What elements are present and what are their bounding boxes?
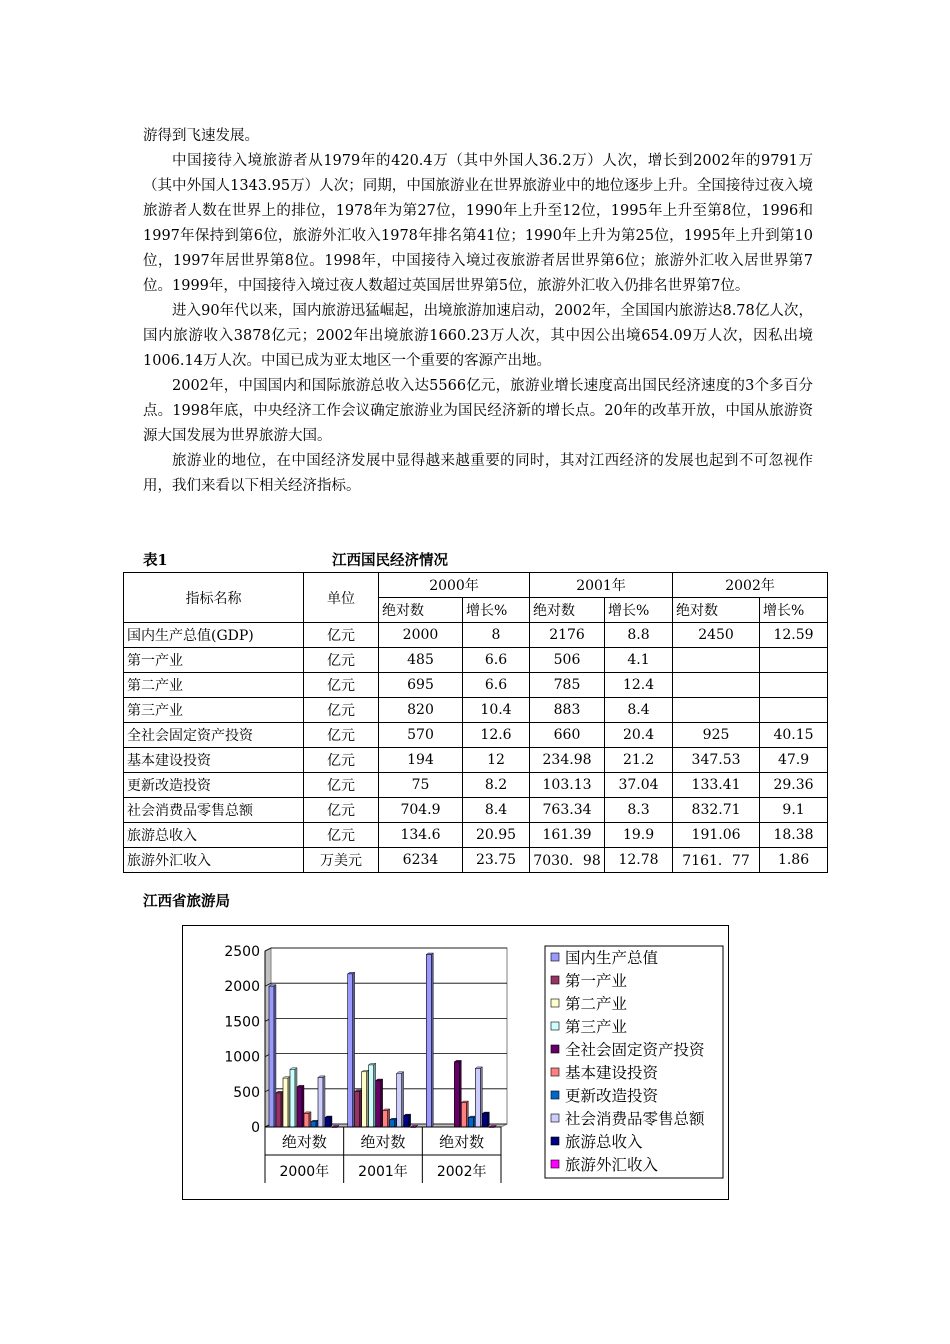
paragraph-2: 中国接待入境旅游者从1979年的420.4万（其中外国人36.2万）人次，增长到2002年的9791万（其中外国人1343.95万）人次；同期，中国旅游业在世界旅游业中的地位逐步上升。全国接待过夜入境旅游者人数在世界上的排位，1978年为第27位，1990年上升至12位，1995年上升至第8位，1996和1997年保持到第6位，旅游外汇收入1978年排名第41位；1990年上升为第25位，1995年上升到第10位，1997年居世界第8位。1998年，中国接待入境过夜旅游者居世界第6位；旅游外汇收入居世界第7位。1999年，中国接待入境过夜人数超过英国居世界第5位，旅游外汇收入仍排名世界第7位。	[143, 153, 813, 294]
table-row	[124, 748, 828, 773]
cell-absolute: 883	[530, 698, 605, 723]
cell-indicator-name: 基本建设投资	[124, 748, 304, 773]
cell-growth: 12.4	[605, 673, 673, 698]
cell-growth: 40.15	[760, 723, 828, 748]
bar	[269, 986, 274, 1127]
bar	[454, 1062, 459, 1127]
cell-absolute: 820	[379, 698, 463, 723]
bar-side	[409, 1114, 411, 1127]
bar	[311, 1122, 316, 1127]
x-category-label: 2002年	[436, 1164, 487, 1180]
legend-label: 第二产业	[565, 995, 628, 1013]
legend-swatch	[551, 999, 559, 1007]
header-name: 指标名称	[124, 573, 304, 623]
cell-absolute: 133.41	[673, 773, 760, 798]
cell-growth: 8.3	[605, 798, 673, 823]
cell-absolute: 695	[379, 673, 463, 698]
bar	[376, 1081, 381, 1127]
cell-absolute	[673, 698, 760, 723]
cell-absolute: 191.06	[673, 823, 760, 848]
legend-swatch	[551, 1022, 559, 1030]
x-category-label: 2001年	[358, 1164, 408, 1180]
cell-indicator-name: 更新改造投资	[124, 773, 304, 798]
bar	[390, 1120, 395, 1127]
chart-frame	[182, 925, 729, 1200]
cell-unit: 万美元	[304, 848, 379, 873]
header-year-2001: 2001年	[530, 573, 673, 598]
cell-growth: 47.9	[760, 748, 828, 773]
table-row	[124, 773, 828, 798]
bar-side	[431, 953, 433, 1127]
cell-absolute: 7030．98	[530, 848, 605, 873]
cell-indicator-name: 国内生产总值(GDP)	[124, 623, 304, 648]
cell-unit: 亿元	[304, 648, 379, 673]
legend-label: 社会消费品零售总额	[565, 1110, 705, 1128]
cell-growth: 12.78	[605, 848, 673, 873]
bar	[355, 1091, 360, 1127]
cell-absolute: 506	[530, 648, 605, 673]
cell-unit: 亿元	[304, 673, 379, 698]
paragraph-3: 进入90年代以来，国内旅游迅猛崛起，出境旅游加速启动，2002年，全国国内旅游达8.78亿人次，国内旅游收入3878亿元；2002年出境旅游1660.23万人次，其中因公出境654.09万人次，因私出境1006.14万人次。中国已成为亚太地区一个重要的客源产出地。	[143, 303, 813, 369]
y-tick-label: 500	[233, 1084, 260, 1101]
cell-unit: 亿元	[304, 723, 379, 748]
cell-indicator-name: 全社会固定资产投资	[124, 723, 304, 748]
cell-growth: 8.8	[605, 623, 673, 648]
x-sub-label: 绝对数	[281, 1133, 327, 1151]
header-year-2002: 2002年	[673, 573, 828, 598]
legend-swatch	[551, 976, 559, 984]
x-sub-label: 绝对数	[439, 1133, 485, 1151]
bar	[283, 1078, 288, 1127]
cell-absolute: 2176	[530, 623, 605, 648]
bar	[362, 1072, 367, 1127]
bar	[397, 1073, 402, 1127]
cell-growth: 6.6	[463, 648, 530, 673]
cell-indicator-name: 第一产业	[124, 648, 304, 673]
cell-absolute: 785	[530, 673, 605, 698]
cell-growth: 18.38	[760, 823, 828, 848]
table-row	[124, 648, 828, 673]
cell-growth: 12	[463, 748, 530, 773]
cell-indicator-name: 旅游总收入	[124, 823, 304, 848]
legend-label: 更新改造投资	[565, 1087, 659, 1105]
cell-absolute: 194	[379, 748, 463, 773]
legend-swatch	[551, 1114, 559, 1122]
cell-absolute: 103.13	[530, 773, 605, 798]
cell-growth	[760, 698, 828, 723]
subheader-growth: 增长%	[463, 598, 530, 623]
cell-growth: 29.36	[760, 773, 828, 798]
economy-table	[123, 572, 828, 873]
header-year-2000: 2000年	[379, 573, 530, 598]
legend-label: 第三产业	[565, 1018, 628, 1036]
cell-absolute: 925	[673, 723, 760, 748]
bar	[475, 1068, 480, 1127]
table-row	[124, 723, 828, 748]
cell-absolute: 704.9	[379, 798, 463, 823]
paragraph-4: 2002年，中国国内和国际旅游总收入达5566亿元，旅游业增长速度高出国民经济速度的3个多百分点。1998年底，中央经济工作会议确定旅游业为国民经济新的增长点。20年的改革开放，中国从旅游资源大国发展为世界旅游大国。	[143, 378, 813, 444]
table-row	[124, 848, 828, 873]
cell-absolute: 660	[530, 723, 605, 748]
cell-unit: 亿元	[304, 798, 379, 823]
cell-unit: 亿元	[304, 748, 379, 773]
subheader-growth: 增长%	[760, 598, 828, 623]
subheader-growth: 增长%	[605, 598, 673, 623]
cell-growth: 20.4	[605, 723, 673, 748]
cell-absolute: 347.53	[673, 748, 760, 773]
chart-back-wall	[271, 948, 507, 1124]
bar	[468, 1118, 473, 1127]
cell-absolute: 485	[379, 648, 463, 673]
cell-growth	[760, 673, 828, 698]
bar	[290, 1069, 295, 1127]
cell-indicator-name: 旅游外汇收入	[124, 848, 304, 873]
cell-growth: 10.4	[463, 698, 530, 723]
cell-growth: 20.95	[463, 823, 530, 848]
cell-growth: 8.4	[463, 798, 530, 823]
cell-growth: 19.9	[605, 823, 673, 848]
cell-absolute: 832.71	[673, 798, 760, 823]
cell-absolute: 2450	[673, 623, 760, 648]
bar	[426, 955, 431, 1127]
x-category-label: 2000年	[279, 1164, 330, 1180]
y-tick-label: 1500	[224, 1014, 260, 1031]
subheader-absolute: 绝对数	[673, 598, 760, 623]
table-source: 江西省旅游局	[143, 893, 230, 910]
cell-indicator-name: 第二产业	[124, 673, 304, 698]
cell-absolute	[673, 648, 760, 673]
table-row	[124, 798, 828, 823]
table-row	[124, 623, 828, 648]
legend-label: 国内生产总值	[565, 949, 659, 967]
bar	[404, 1116, 409, 1127]
cell-growth: 8.2	[463, 773, 530, 798]
cell-growth: 8	[463, 623, 530, 648]
cell-indicator-name: 社会消费品零售总额	[124, 798, 304, 823]
cell-growth: 8.4	[605, 698, 673, 723]
table-header-row	[124, 573, 828, 598]
cell-absolute: 75	[379, 773, 463, 798]
cell-growth: 9.1	[760, 798, 828, 823]
cell-growth: 1.86	[760, 848, 828, 873]
cell-absolute: 570	[379, 723, 463, 748]
bar	[297, 1087, 302, 1127]
bar	[276, 1093, 281, 1127]
legend-swatch	[551, 1160, 559, 1168]
cell-absolute: 6234	[379, 848, 463, 873]
cell-absolute: 161.39	[530, 823, 605, 848]
cell-growth: 23.75	[463, 848, 530, 873]
cell-absolute: 763.34	[530, 798, 605, 823]
legend-label: 旅游外汇收入	[565, 1156, 659, 1174]
bar	[383, 1110, 388, 1127]
cell-indicator-name: 第三产业	[124, 698, 304, 723]
cell-unit: 亿元	[304, 773, 379, 798]
cell-growth: 4.1	[605, 648, 673, 673]
bar	[482, 1114, 487, 1127]
legend-swatch	[551, 1045, 559, 1053]
body-text	[143, 124, 813, 499]
legend-label: 全社会固定资产投资	[565, 1041, 705, 1059]
bar-chart	[183, 926, 728, 1199]
cell-growth	[760, 648, 828, 673]
bar-side	[330, 1116, 332, 1127]
cell-absolute: 134.6	[379, 823, 463, 848]
table-row	[124, 673, 828, 698]
table-body	[124, 623, 828, 873]
cell-absolute: 234.98	[530, 748, 605, 773]
bar	[304, 1113, 309, 1127]
cell-growth: 6.6	[463, 673, 530, 698]
y-tick-label: 2000	[224, 979, 260, 996]
y-tick-label: 2500	[224, 944, 260, 960]
cell-absolute	[673, 673, 760, 698]
legend-swatch	[551, 953, 559, 961]
legend-label: 旅游总收入	[565, 1133, 643, 1151]
legend-swatch	[551, 1068, 559, 1076]
y-tick-label: 1000	[224, 1049, 260, 1066]
subheader-absolute: 绝对数	[530, 598, 605, 623]
cell-absolute: 7161．77	[673, 848, 760, 873]
paragraph-1: 游得到飞速发展。	[143, 128, 259, 144]
bar-side	[487, 1112, 489, 1127]
cell-absolute: 2000	[379, 623, 463, 648]
cell-unit: 亿元	[304, 698, 379, 723]
cell-growth: 12.59	[760, 623, 828, 648]
bar	[461, 1103, 466, 1127]
cell-unit: 亿元	[304, 823, 379, 848]
legend-label: 基本建设投资	[565, 1064, 659, 1082]
bar	[318, 1077, 323, 1127]
cell-growth: 12.6	[463, 723, 530, 748]
paragraph-5: 旅游业的地位，在中国经济发展中显得越来越重要的同时，其对江西经济的发展也起到不可忽视作用，我们来看以下相关经济指标。	[143, 453, 813, 494]
cell-growth: 37.04	[605, 773, 673, 798]
header-unit: 单位	[304, 573, 379, 623]
table-title: 江西国民经济情况	[332, 552, 448, 569]
table-row	[124, 698, 828, 723]
legend-label: 第一产业	[565, 972, 628, 990]
table-number: 表1	[143, 552, 168, 569]
bar	[348, 974, 353, 1127]
cell-growth: 21.2	[605, 748, 673, 773]
subheader-absolute: 绝对数	[379, 598, 463, 623]
cell-unit: 亿元	[304, 623, 379, 648]
bar	[369, 1065, 374, 1127]
legend-swatch	[551, 1137, 559, 1145]
bar	[325, 1118, 330, 1127]
x-sub-label: 绝对数	[360, 1133, 406, 1151]
legend-swatch	[551, 1091, 559, 1099]
y-tick-label: 0	[251, 1120, 260, 1136]
table-row	[124, 823, 828, 848]
